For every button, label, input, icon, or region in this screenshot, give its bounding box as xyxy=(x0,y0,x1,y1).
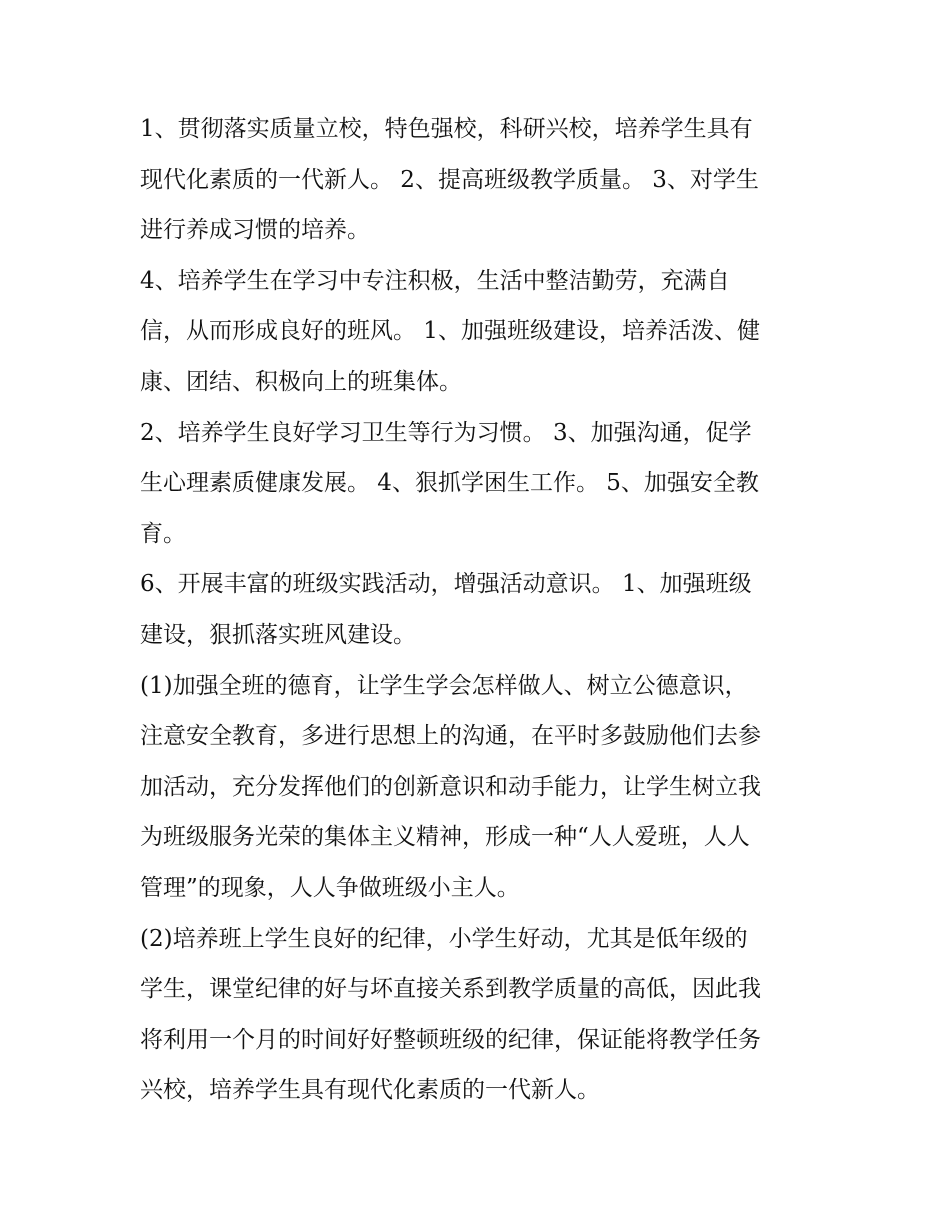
text-line: 为班级服务光荣的集体主义精神，形成一种“人人爱班，人人 xyxy=(140,824,750,851)
text-line: 加活动，充分发挥他们的创新意识和动手能力，让学生树立我 xyxy=(140,773,761,800)
text-line: 生心理素质健康发展。 4、狠抓学困生工作。 5、加强安全教 xyxy=(140,470,759,497)
text-line: 兴校，培养学生具有现代化素质的一代新人。 xyxy=(140,1077,600,1104)
text-line: 将利用一个月的时间好好整顿班级的纪律，保证能将教学任务 xyxy=(140,1026,761,1053)
text-line: 育。 xyxy=(140,520,186,547)
text-line: 进行养成习惯的培养。 xyxy=(140,217,370,244)
text-line: (2)培养班上学生良好的纪律，小学生好动，尤其是低年级的 xyxy=(140,925,748,952)
document-body xyxy=(140,104,820,1116)
text-line: 现代化素质的一代新人。 2、提高班级教学质量。 3、对学生 xyxy=(140,166,759,193)
text-line: 康、团结、积极向上的班集体。 xyxy=(140,368,462,395)
text-line: 4、培养学生在学习中专注积极，生活中整洁勤劳，充满自 xyxy=(140,267,730,294)
text-line: (1)加强全班的德育，让学生学会怎样做人、树立公德意识， xyxy=(140,672,748,699)
text-line: 6、开展丰富的班级实践活动，增强活动意识。 1、加强班级 xyxy=(140,571,752,598)
text-line: 学生，课堂纪律的好与坏直接关系到教学质量的高低，因此我 xyxy=(140,976,761,1003)
text-line: 建设，狠抓落实班风建设。 xyxy=(140,621,416,648)
text-line: 管理”的现象，人人争做班级小主人。 xyxy=(140,874,520,901)
text-line: 信，从而形成良好的班风。 1、加强班级建设，培养活泼、健 xyxy=(140,318,760,345)
text-line: 注意安全教育，多进行思想上的沟通，在平时多鼓励他们去参 xyxy=(140,723,761,750)
text-line: 1、贯彻落实质量立校，特色强校，科研兴校，培养学生具有 xyxy=(140,116,753,142)
text-line: 2、培养学生良好学习卫生等行为习惯。 3、加强沟通，促学 xyxy=(140,419,752,446)
